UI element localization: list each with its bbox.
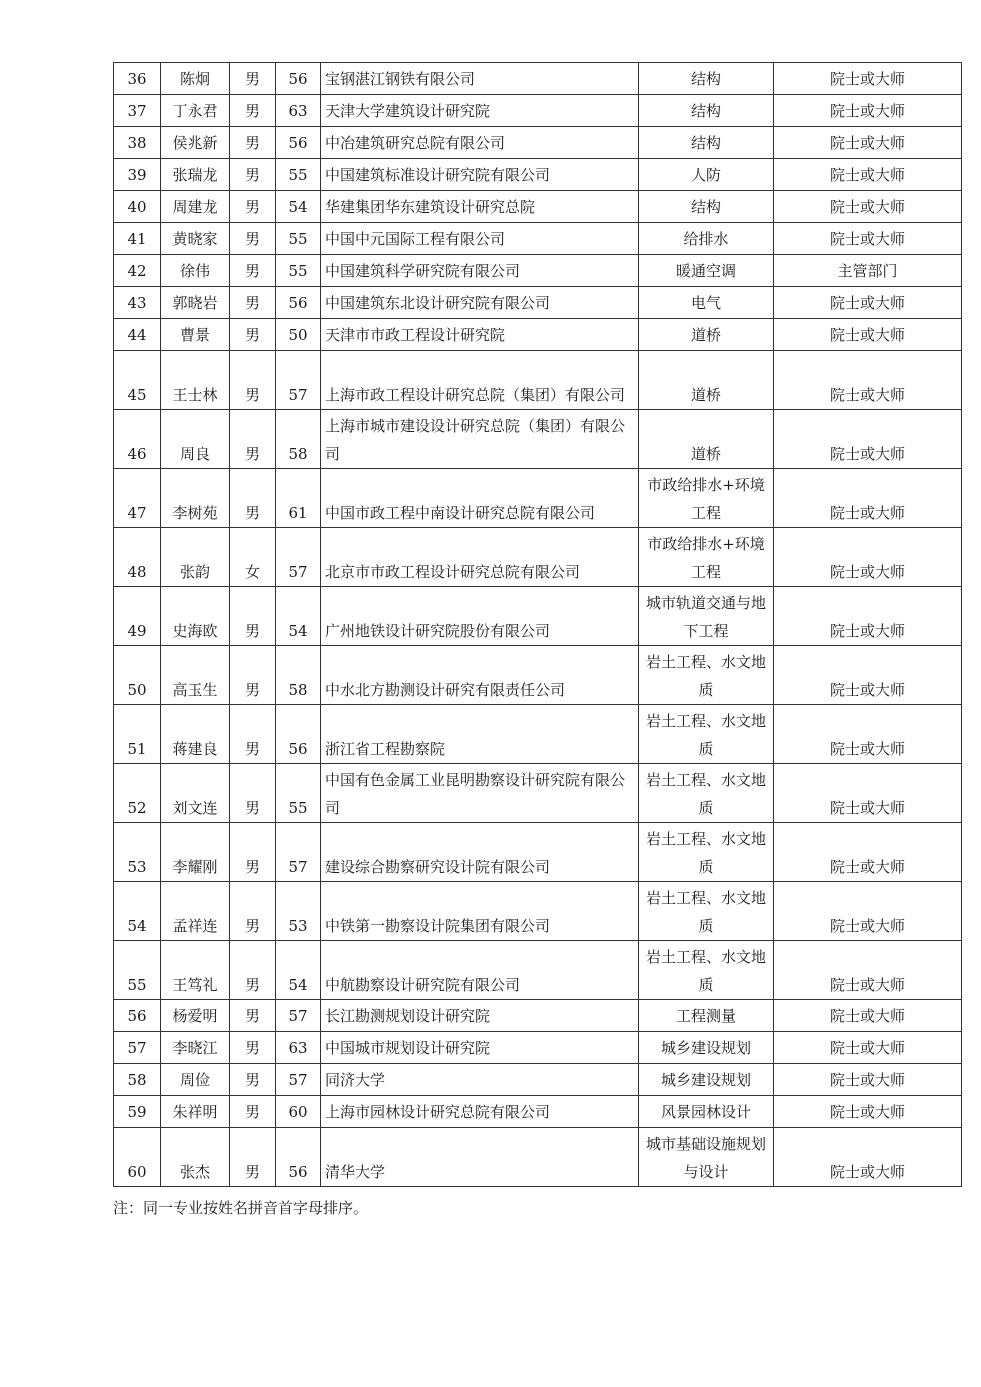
table-row xyxy=(114,159,962,191)
table-row xyxy=(114,941,962,1000)
cell-unit: 中国市政工程中南设计研究总院有限公司 xyxy=(321,469,639,528)
cell-number: 55 xyxy=(114,941,161,1000)
cell-source: 院士或大师 xyxy=(774,1000,962,1032)
cell-source: 院士或大师 xyxy=(774,882,962,941)
cell-age: 56 xyxy=(276,1128,321,1187)
cell-unit: 上海市城市建设设计研究总院（集团）有限公司 xyxy=(321,410,639,469)
cell-major: 市政给排水+环境工程 xyxy=(639,528,774,587)
cell-source: 院士或大师 xyxy=(774,191,962,223)
table-row xyxy=(114,528,962,587)
cell-major: 结构 xyxy=(639,95,774,127)
cell-gender: 男 xyxy=(230,223,276,255)
cell-name: 孟祥连 xyxy=(161,882,230,941)
cell-age: 57 xyxy=(276,528,321,587)
cell-number: 57 xyxy=(114,1032,161,1064)
cell-major: 岩土工程、水文地质 xyxy=(639,646,774,705)
cell-source: 院士或大师 xyxy=(774,410,962,469)
cell-source: 院士或大师 xyxy=(774,941,962,1000)
cell-name: 黄晓家 xyxy=(161,223,230,255)
cell-source: 院士或大师 xyxy=(774,95,962,127)
cell-number: 37 xyxy=(114,95,161,127)
cell-major: 结构 xyxy=(639,63,774,95)
cell-unit: 中国城市规划设计研究院 xyxy=(321,1032,639,1064)
cell-unit: 浙江省工程勘察院 xyxy=(321,705,639,764)
table-row xyxy=(114,1128,962,1187)
table-row xyxy=(114,319,962,351)
cell-age: 57 xyxy=(276,823,321,882)
cell-number: 38 xyxy=(114,127,161,159)
cell-name: 史海欧 xyxy=(161,587,230,646)
cell-major: 人防 xyxy=(639,159,774,191)
cell-gender: 男 xyxy=(230,159,276,191)
cell-age: 55 xyxy=(276,764,321,823)
cell-gender: 男 xyxy=(230,1032,276,1064)
cell-number: 41 xyxy=(114,223,161,255)
cell-gender: 男 xyxy=(230,646,276,705)
cell-major: 道桥 xyxy=(639,319,774,351)
cell-gender: 男 xyxy=(230,1000,276,1032)
cell-gender: 男 xyxy=(230,63,276,95)
cell-name: 周建龙 xyxy=(161,191,230,223)
cell-source: 院士或大师 xyxy=(774,587,962,646)
cell-number: 49 xyxy=(114,587,161,646)
cell-name: 丁永君 xyxy=(161,95,230,127)
cell-name: 侯兆新 xyxy=(161,127,230,159)
cell-name: 徐伟 xyxy=(161,255,230,287)
cell-name: 周俭 xyxy=(161,1064,230,1096)
cell-number: 51 xyxy=(114,705,161,764)
table-row xyxy=(114,1000,962,1032)
cell-gender: 男 xyxy=(230,941,276,1000)
footnote: 注：同一专业按姓名拼音首字母排序。 xyxy=(113,1199,369,1217)
cell-age: 50 xyxy=(276,319,321,351)
cell-age: 55 xyxy=(276,255,321,287)
cell-name: 李树苑 xyxy=(161,469,230,528)
cell-age: 58 xyxy=(276,646,321,705)
table-row xyxy=(114,63,962,95)
cell-age: 54 xyxy=(276,587,321,646)
cell-gender: 男 xyxy=(230,191,276,223)
cell-major: 市政给排水+环境工程 xyxy=(639,469,774,528)
cell-number: 48 xyxy=(114,528,161,587)
cell-gender: 男 xyxy=(230,127,276,159)
cell-name: 刘文连 xyxy=(161,764,230,823)
table-row xyxy=(114,1096,962,1128)
cell-gender: 男 xyxy=(230,587,276,646)
cell-source: 院士或大师 xyxy=(774,1128,962,1187)
cell-major: 给排水 xyxy=(639,223,774,255)
cell-number: 59 xyxy=(114,1096,161,1128)
cell-unit: 华建集团华东建筑设计研究总院 xyxy=(321,191,639,223)
cell-source: 院士或大师 xyxy=(774,287,962,319)
cell-age: 57 xyxy=(276,1064,321,1096)
cell-unit: 北京市市政工程设计研究总院有限公司 xyxy=(321,528,639,587)
cell-number: 46 xyxy=(114,410,161,469)
cell-number: 42 xyxy=(114,255,161,287)
cell-name: 蒋建良 xyxy=(161,705,230,764)
cell-name: 曹景 xyxy=(161,319,230,351)
cell-gender: 男 xyxy=(230,705,276,764)
cell-number: 52 xyxy=(114,764,161,823)
cell-name: 朱祥明 xyxy=(161,1096,230,1128)
cell-age: 63 xyxy=(276,95,321,127)
cell-source: 院士或大师 xyxy=(774,764,962,823)
cell-gender: 男 xyxy=(230,319,276,351)
cell-name: 王士林 xyxy=(161,351,230,410)
cell-unit: 中水北方勘测设计研究有限责任公司 xyxy=(321,646,639,705)
cell-source: 院士或大师 xyxy=(774,705,962,764)
cell-age: 56 xyxy=(276,127,321,159)
table-row xyxy=(114,351,962,410)
cell-number: 60 xyxy=(114,1128,161,1187)
table-row xyxy=(114,287,962,319)
cell-number: 36 xyxy=(114,63,161,95)
cell-unit: 中铁第一勘察设计院集团有限公司 xyxy=(321,882,639,941)
cell-major: 岩土工程、水文地质 xyxy=(639,941,774,1000)
cell-number: 53 xyxy=(114,823,161,882)
cell-gender: 男 xyxy=(230,410,276,469)
cell-gender: 男 xyxy=(230,95,276,127)
cell-gender: 女 xyxy=(230,528,276,587)
cell-major: 结构 xyxy=(639,191,774,223)
cell-source: 院士或大师 xyxy=(774,823,962,882)
cell-major: 城市基础设施规划与设计 xyxy=(639,1128,774,1187)
cell-major: 岩土工程、水文地质 xyxy=(639,823,774,882)
table-row xyxy=(114,1064,962,1096)
table-row xyxy=(114,127,962,159)
cell-unit: 天津大学建筑设计研究院 xyxy=(321,95,639,127)
cell-unit: 中国建筑科学研究院有限公司 xyxy=(321,255,639,287)
cell-source: 院士或大师 xyxy=(774,223,962,255)
cell-age: 55 xyxy=(276,223,321,255)
cell-source: 院士或大师 xyxy=(774,63,962,95)
cell-number: 43 xyxy=(114,287,161,319)
cell-unit: 中国建筑东北设计研究院有限公司 xyxy=(321,287,639,319)
cell-source: 院士或大师 xyxy=(774,646,962,705)
cell-major: 风景园林设计 xyxy=(639,1096,774,1128)
cell-name: 郭晓岩 xyxy=(161,287,230,319)
cell-age: 53 xyxy=(276,882,321,941)
cell-number: 56 xyxy=(114,1000,161,1032)
cell-gender: 男 xyxy=(230,1128,276,1187)
cell-age: 56 xyxy=(276,287,321,319)
cell-major: 岩土工程、水文地质 xyxy=(639,705,774,764)
cell-major: 道桥 xyxy=(639,410,774,469)
cell-major: 岩土工程、水文地质 xyxy=(639,764,774,823)
cell-unit: 中冶建筑研究总院有限公司 xyxy=(321,127,639,159)
cell-source: 院士或大师 xyxy=(774,319,962,351)
cell-major: 城市轨道交通与地下工程 xyxy=(639,587,774,646)
cell-gender: 男 xyxy=(230,1096,276,1128)
table-row xyxy=(114,191,962,223)
cell-age: 54 xyxy=(276,191,321,223)
cell-age: 56 xyxy=(276,63,321,95)
table-row xyxy=(114,95,962,127)
cell-name: 李晓江 xyxy=(161,1032,230,1064)
table-row xyxy=(114,646,962,705)
cell-age: 54 xyxy=(276,941,321,1000)
cell-age: 61 xyxy=(276,469,321,528)
table-row xyxy=(114,469,962,528)
cell-source: 院士或大师 xyxy=(774,528,962,587)
cell-name: 张瑞龙 xyxy=(161,159,230,191)
table-row xyxy=(114,223,962,255)
table-row xyxy=(114,587,962,646)
cell-unit: 中航勘察设计研究院有限公司 xyxy=(321,941,639,1000)
cell-gender: 男 xyxy=(230,764,276,823)
cell-major: 道桥 xyxy=(639,351,774,410)
cell-number: 45 xyxy=(114,351,161,410)
cell-number: 44 xyxy=(114,319,161,351)
expert-table xyxy=(113,62,962,1187)
cell-major: 工程测量 xyxy=(639,1000,774,1032)
cell-gender: 男 xyxy=(230,287,276,319)
table-row xyxy=(114,410,962,469)
cell-major: 暖通空调 xyxy=(639,255,774,287)
cell-age: 56 xyxy=(276,705,321,764)
cell-source: 院士或大师 xyxy=(774,1032,962,1064)
cell-source: 院士或大师 xyxy=(774,351,962,410)
cell-age: 60 xyxy=(276,1096,321,1128)
cell-unit: 中国有色金属工业昆明勘察设计研究院有限公司 xyxy=(321,764,639,823)
cell-gender: 男 xyxy=(230,469,276,528)
cell-unit: 天津市市政工程设计研究院 xyxy=(321,319,639,351)
cell-gender: 男 xyxy=(230,882,276,941)
table-row xyxy=(114,705,962,764)
cell-age: 55 xyxy=(276,159,321,191)
cell-name: 高玉生 xyxy=(161,646,230,705)
cell-unit: 建设综合勘察研究设计院有限公司 xyxy=(321,823,639,882)
cell-number: 54 xyxy=(114,882,161,941)
cell-name: 李耀刚 xyxy=(161,823,230,882)
cell-number: 40 xyxy=(114,191,161,223)
cell-major: 城乡建设规划 xyxy=(639,1064,774,1096)
cell-name: 张韵 xyxy=(161,528,230,587)
table-row xyxy=(114,882,962,941)
table-row xyxy=(114,255,962,287)
cell-number: 47 xyxy=(114,469,161,528)
cell-major: 岩土工程、水文地质 xyxy=(639,882,774,941)
cell-gender: 男 xyxy=(230,823,276,882)
cell-gender: 男 xyxy=(230,255,276,287)
cell-age: 57 xyxy=(276,1000,321,1032)
cell-major: 电气 xyxy=(639,287,774,319)
cell-major: 城乡建设规划 xyxy=(639,1032,774,1064)
cell-name: 张杰 xyxy=(161,1128,230,1187)
cell-unit: 广州地铁设计研究院股份有限公司 xyxy=(321,587,639,646)
table-row xyxy=(114,764,962,823)
cell-unit: 清华大学 xyxy=(321,1128,639,1187)
cell-number: 39 xyxy=(114,159,161,191)
cell-age: 58 xyxy=(276,410,321,469)
cell-age: 63 xyxy=(276,1032,321,1064)
cell-source: 院士或大师 xyxy=(774,159,962,191)
cell-name: 陈炯 xyxy=(161,63,230,95)
cell-number: 50 xyxy=(114,646,161,705)
cell-age: 57 xyxy=(276,351,321,410)
cell-unit: 中国建筑标准设计研究院有限公司 xyxy=(321,159,639,191)
cell-unit: 中国中元国际工程有限公司 xyxy=(321,223,639,255)
cell-name: 王笃礼 xyxy=(161,941,230,1000)
cell-number: 58 xyxy=(114,1064,161,1096)
cell-gender: 男 xyxy=(230,351,276,410)
table-row xyxy=(114,1032,962,1064)
cell-name: 周良 xyxy=(161,410,230,469)
cell-major: 结构 xyxy=(639,127,774,159)
cell-name: 杨爱明 xyxy=(161,1000,230,1032)
cell-unit: 同济大学 xyxy=(321,1064,639,1096)
table-body xyxy=(114,63,962,1187)
cell-source: 院士或大师 xyxy=(774,1064,962,1096)
table-row xyxy=(114,823,962,882)
cell-unit: 上海市政工程设计研究总院（集团）有限公司 xyxy=(321,351,639,410)
cell-source: 主管部门 xyxy=(774,255,962,287)
cell-source: 院士或大师 xyxy=(774,469,962,528)
cell-source: 院士或大师 xyxy=(774,127,962,159)
cell-unit: 上海市园林设计研究总院有限公司 xyxy=(321,1096,639,1128)
cell-unit: 宝钢湛江钢铁有限公司 xyxy=(321,63,639,95)
cell-source: 院士或大师 xyxy=(774,1096,962,1128)
cell-gender: 男 xyxy=(230,1064,276,1096)
cell-unit: 长江勘测规划设计研究院 xyxy=(321,1000,639,1032)
